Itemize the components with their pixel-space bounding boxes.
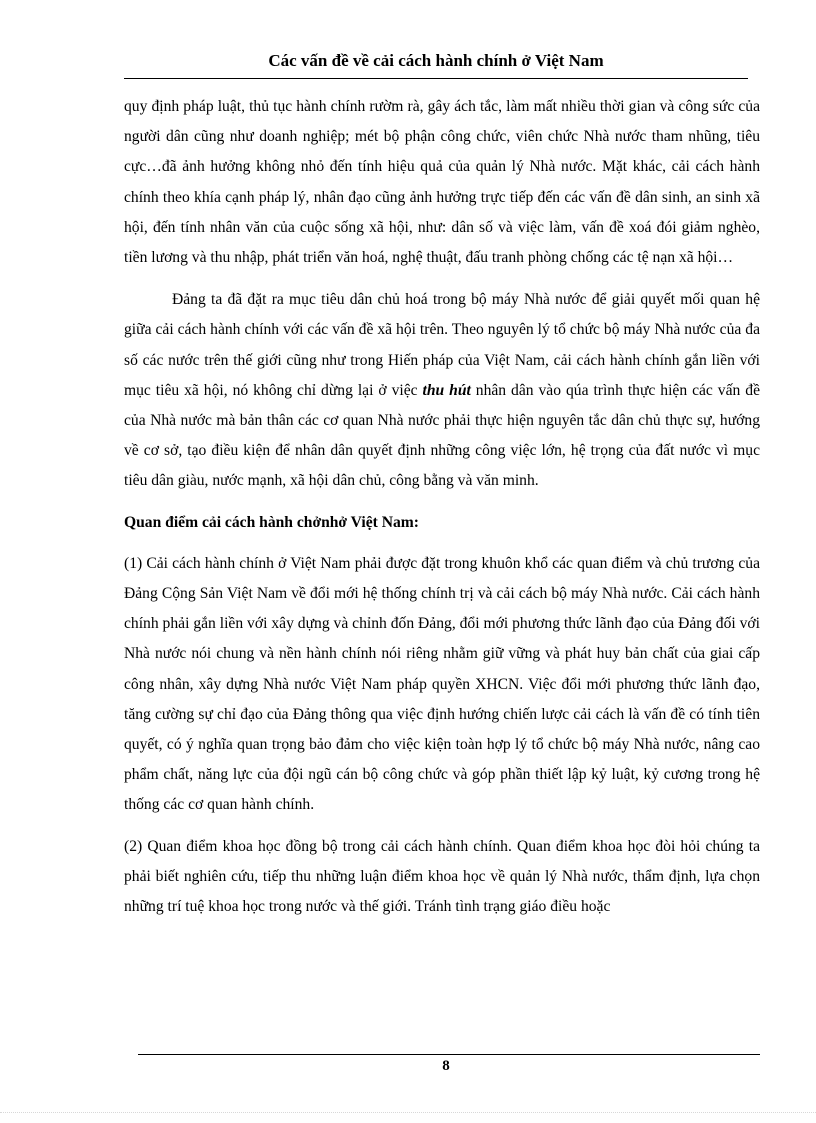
emphasis-thu-hut: thu hút [422, 381, 471, 399]
list-item-2: (2) Quan điểm khoa học đồng bộ trong cải cách hành chính. Quan điểm khoa học đòi hỏi chúng ta phải biết nghiên cứu, tiếp thu những luận điểm khoa học về quản lý Nhà nước, thẩm định, lựa chọn những trí tuệ khoa học trong nước và thế giới. Tránh tình trạng giáo điều hoặc [124, 837, 760, 916]
document-body [124, 92, 760, 922]
header-divider [124, 78, 748, 79]
section-heading: Quan điểm cải cách hành chởnhở Việt Nam: [124, 513, 419, 531]
page-bottom-edge [0, 1112, 816, 1113]
paragraph-party-goal-start: Đảng ta đã đặt ra mục tiêu dân chủ hoá trong bộ máy Nhà nước để giải quyết mối quan hệ giữa cải cách hành chính với các vấn đề xã hội trên. Theo nguyên lý tổ chức bộ máy Nhà nước của đa số các nước trên thế giới cũng như trong Hiến pháp của Việt Nam, cải cách hành chính gắn liền với mục tiêu xã hội, nó không chỉ dừng lại ở việc [124, 291, 760, 399]
list-item-1: (1) Cải cách hành chính ở Việt Nam phải được đặt trong khuôn khổ các quan điểm và chủ trương của Đảng Cộng Sản Việt Nam về đổi mới hệ thống chính trị và cải cách bộ máy Nhà nước. Cải cách hành chính phải gắn liền với xây dựng và chỉnh đốn Đảng, đổi mới phương thức lãnh đạo của Đảng đối với Nhà nước nói chung và nền hành chính nói riêng nhằm giữ vững và phát huy bản chất của giai cấp công nhân, xây dựng Nhà nước Việt Nam pháp quyền XHCN. Việc đổi mới phương thức lãnh đạo, tăng cường sự chỉ đạo của Đảng thông qua việc định hướng chiến lược cải cách là vấn đề có tính tiên quyết, có ý nghĩa quan trọng bảo đảm cho việc kiện toàn hợp lý tổ chức bộ máy Nhà nước, nâng cao phẩm chất, năng lực của đội ngũ cán bộ công chức và góp phần thiết lập kỷ luật, kỷ cương trong hệ thống các cơ quan hành chính. [124, 554, 760, 814]
page-number: 8 [442, 1058, 450, 1074]
footer-divider [138, 1054, 760, 1055]
paragraph-party-goal [124, 285, 760, 496]
paragraph-party-goal-end: nhân dân vào qúa trình thực hiện các vấn đề của Nhà nước mà bản thân các cơ quan Nhà nước phải thực hiện nguyên tắc dân chủ thực sự, hướng về cơ sở, tạo điều kiện để nhân dân quyết định những công việc lớn, hệ trọng của đất nước vì mục tiêu dân giàu, nước mạnh, xã hội dân chủ, công bằng và văn minh. [124, 381, 760, 490]
paragraph-continuation: quy định pháp luật, thủ tục hành chính rườm rà, gây ách tắc, làm mất nhiều thời gian và công sức của người dân cũng như doanh nghiệp; mét bộ phận công chức, viên chức Nhà nước tham nhũng, tiêu cực…đã ảnh hưởng không nhỏ đến tính hiệu quả của quản lý Nhà nước. Mặt khác, cải cách hành chính theo khía cạnh pháp lý, nhân đạo cũng ảnh hưởng trực tiếp đến các vấn đề dân sinh, an sinh xã hội, đến tính nhân văn của cuộc sống xã hội, như: dân số và việc làm, vấn đề xoá đói giảm nghèo, tiền lương và thu nhập, phát triển văn hoá, nghệ thuật, đấu tranh phòng chống các tệ nạn xã hội… [124, 98, 760, 267]
page-header-title: Các vấn đề về cải cách hành chính ở Việt Nam [268, 51, 604, 70]
